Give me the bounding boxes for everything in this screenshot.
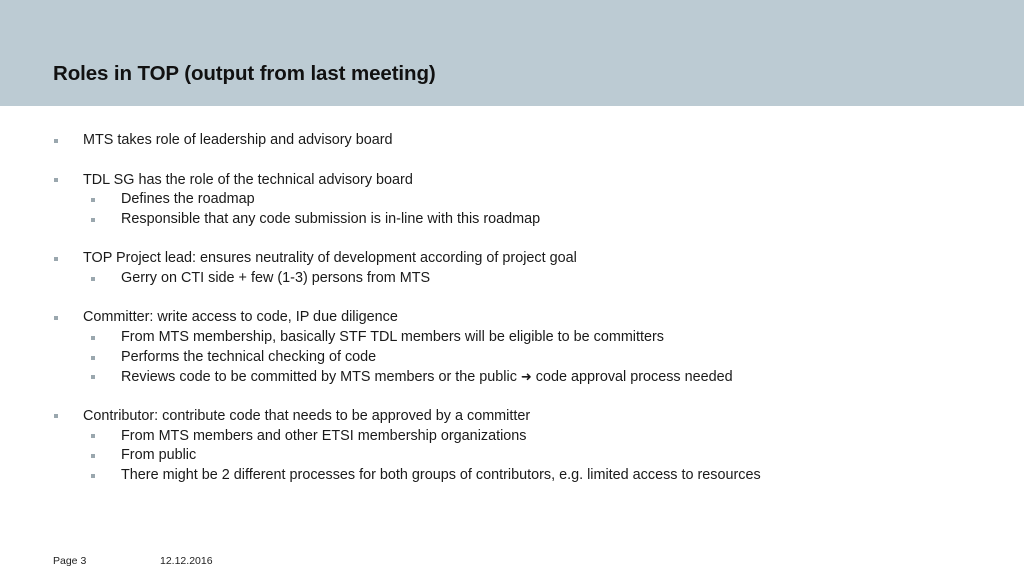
footer-page-number: Page 3 bbox=[53, 555, 87, 567]
sub-bullet-text-part: code approval process needed bbox=[531, 369, 733, 385]
sub-bullet-text: Responsible that any code submission is in-line with this roadmap bbox=[121, 211, 541, 227]
sub-bullet-text: From public bbox=[121, 447, 197, 463]
page-title: Roles in TOP (output from last meeting) bbox=[53, 62, 436, 85]
sub-bullet-marker bbox=[91, 218, 95, 222]
bullet-text: TDL SG has the role of the technical advisory board bbox=[83, 172, 413, 188]
sub-bullet-text-part: Reviews code to be committed by MTS members or the public bbox=[121, 369, 517, 385]
sub-bullet-marker bbox=[91, 277, 95, 281]
sub-bullet-marker bbox=[91, 474, 95, 478]
bullet-marker bbox=[54, 316, 58, 320]
footer-date: 12.12.2016 bbox=[160, 555, 213, 567]
bullet-marker bbox=[54, 257, 58, 261]
sub-bullet-text: There might be 2 different processes for both groups of contributors, e.g. limited access to resources bbox=[121, 467, 761, 483]
sub-bullet-marker bbox=[91, 198, 95, 202]
sub-bullet-marker bbox=[91, 356, 95, 360]
sub-bullet-text: From MTS membership, basically STF TDL members will be eligible to be committers bbox=[121, 329, 664, 345]
bullet-marker bbox=[54, 139, 58, 143]
sub-bullet-marker bbox=[91, 336, 95, 340]
sub-bullet-text: Defines the roadmap bbox=[121, 191, 255, 207]
bullet-text: MTS takes role of leadership and advisory board bbox=[83, 132, 393, 148]
sub-bullet-marker bbox=[91, 375, 95, 379]
header-banner bbox=[0, 0, 1024, 106]
sub-bullet-text: From MTS members and other ETSI membership organizations bbox=[121, 428, 527, 444]
sub-bullet-marker bbox=[91, 454, 95, 458]
bullet-text: Contributor: contribute code that needs to be approved by a committer bbox=[83, 408, 531, 424]
bullet-text: TOP Project lead: ensures neutrality of development according of project goal bbox=[83, 250, 577, 266]
bullet-marker bbox=[54, 414, 58, 418]
right-arrow-icon: ➜ bbox=[520, 370, 532, 385]
sub-bullet-text: Gerry on CTI side + few (1-3) persons from MTS bbox=[121, 270, 431, 286]
sub-bullet-text bbox=[121, 368, 733, 387]
sub-bullet-text: Performs the technical checking of code bbox=[121, 349, 377, 365]
bullet-text: Committer: write access to code, IP due diligence bbox=[83, 309, 398, 325]
bullet-marker bbox=[54, 178, 58, 182]
sub-bullet-marker bbox=[91, 434, 95, 438]
